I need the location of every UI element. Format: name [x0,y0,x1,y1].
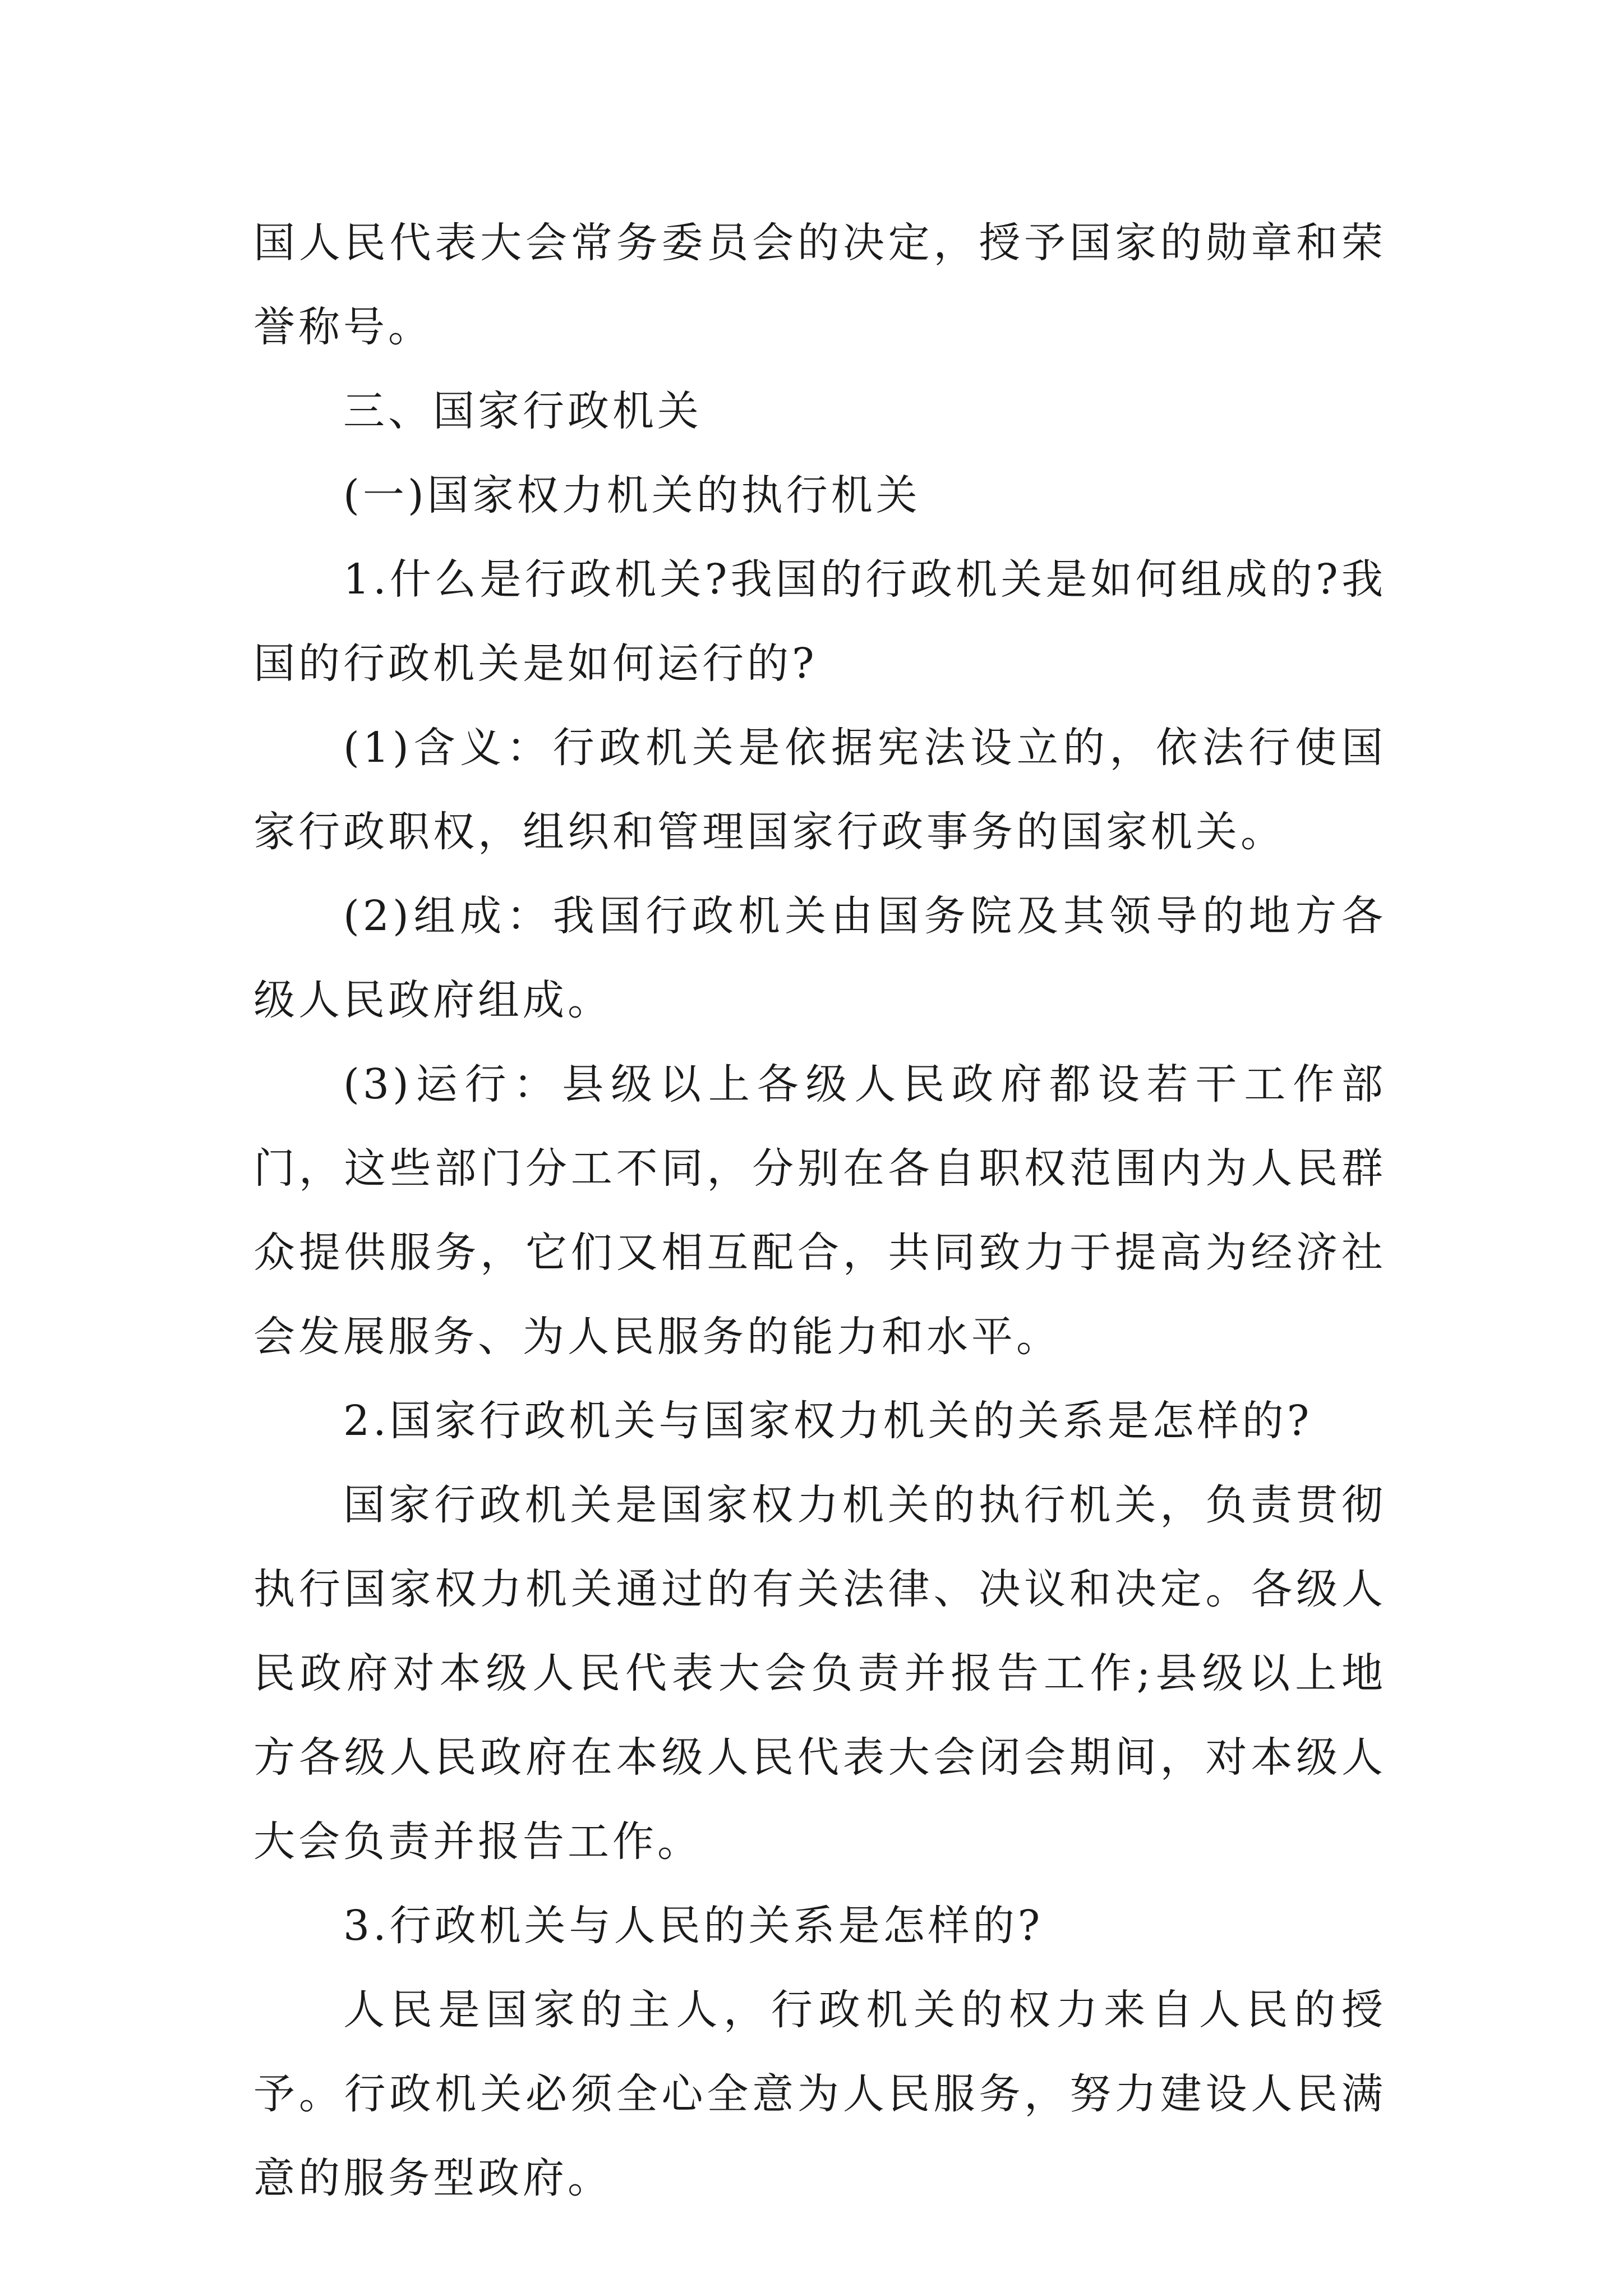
answer-meaning: (1)含义：行政机关是依据宪法设立的，依法行使国家行政职权，组织和管理国家行政事务的国家机关。 [253,724,1386,856]
document-body [253,201,1386,2220]
question-2: 2.国家行政机关与国家权力机关的关系是怎样的? [343,1397,1313,1445]
subsection-heading: (一)国家权力机关的执行机关 [343,471,921,519]
section-heading: 三、国家行政机关 [343,387,702,435]
paragraph-continuation: 国人民代表大会常务委员会的决定，授予国家的勋章和荣誉称号。 [253,219,1386,351]
question-3: 3.行政机关与人民的关系是怎样的? [343,1902,1044,1950]
answer-composition: (2)组成：我国行政机关由国务院及其领导的地方各级人民政府组成。 [253,892,1386,1024]
answer-2: 国家行政机关是国家权力机关的执行机关，负责贯彻执行国家权力机关通过的有关法律、决议和决定。各级人民政府对本级人民代表大会负责并报告工作;县级以上地方各级人民政府在本级人民代表大会闭会期间，对本级人大会负责并报告工作。 [253,1481,1386,1866]
question-1: 1.什么是行政机关?我国的行政机关是如何组成的?我国的行政机关是如何运行的? [253,555,1386,688]
answer-3: 人民是国家的主人，行政机关的权力来自人民的授予。行政机关必须全心全意为人民服务，努力建设人民满意的服务型政府。 [253,1986,1386,2202]
answer-operation: (3)运行：县级以上各级人民政府都设若干工作部门，这些部门分工不同，分别在各自职权范围内为人民群众提供服务，它们又相互配合，共同致力于提高为经济社会发展服务、为人民服务的能力和水平。 [253,1060,1386,1361]
